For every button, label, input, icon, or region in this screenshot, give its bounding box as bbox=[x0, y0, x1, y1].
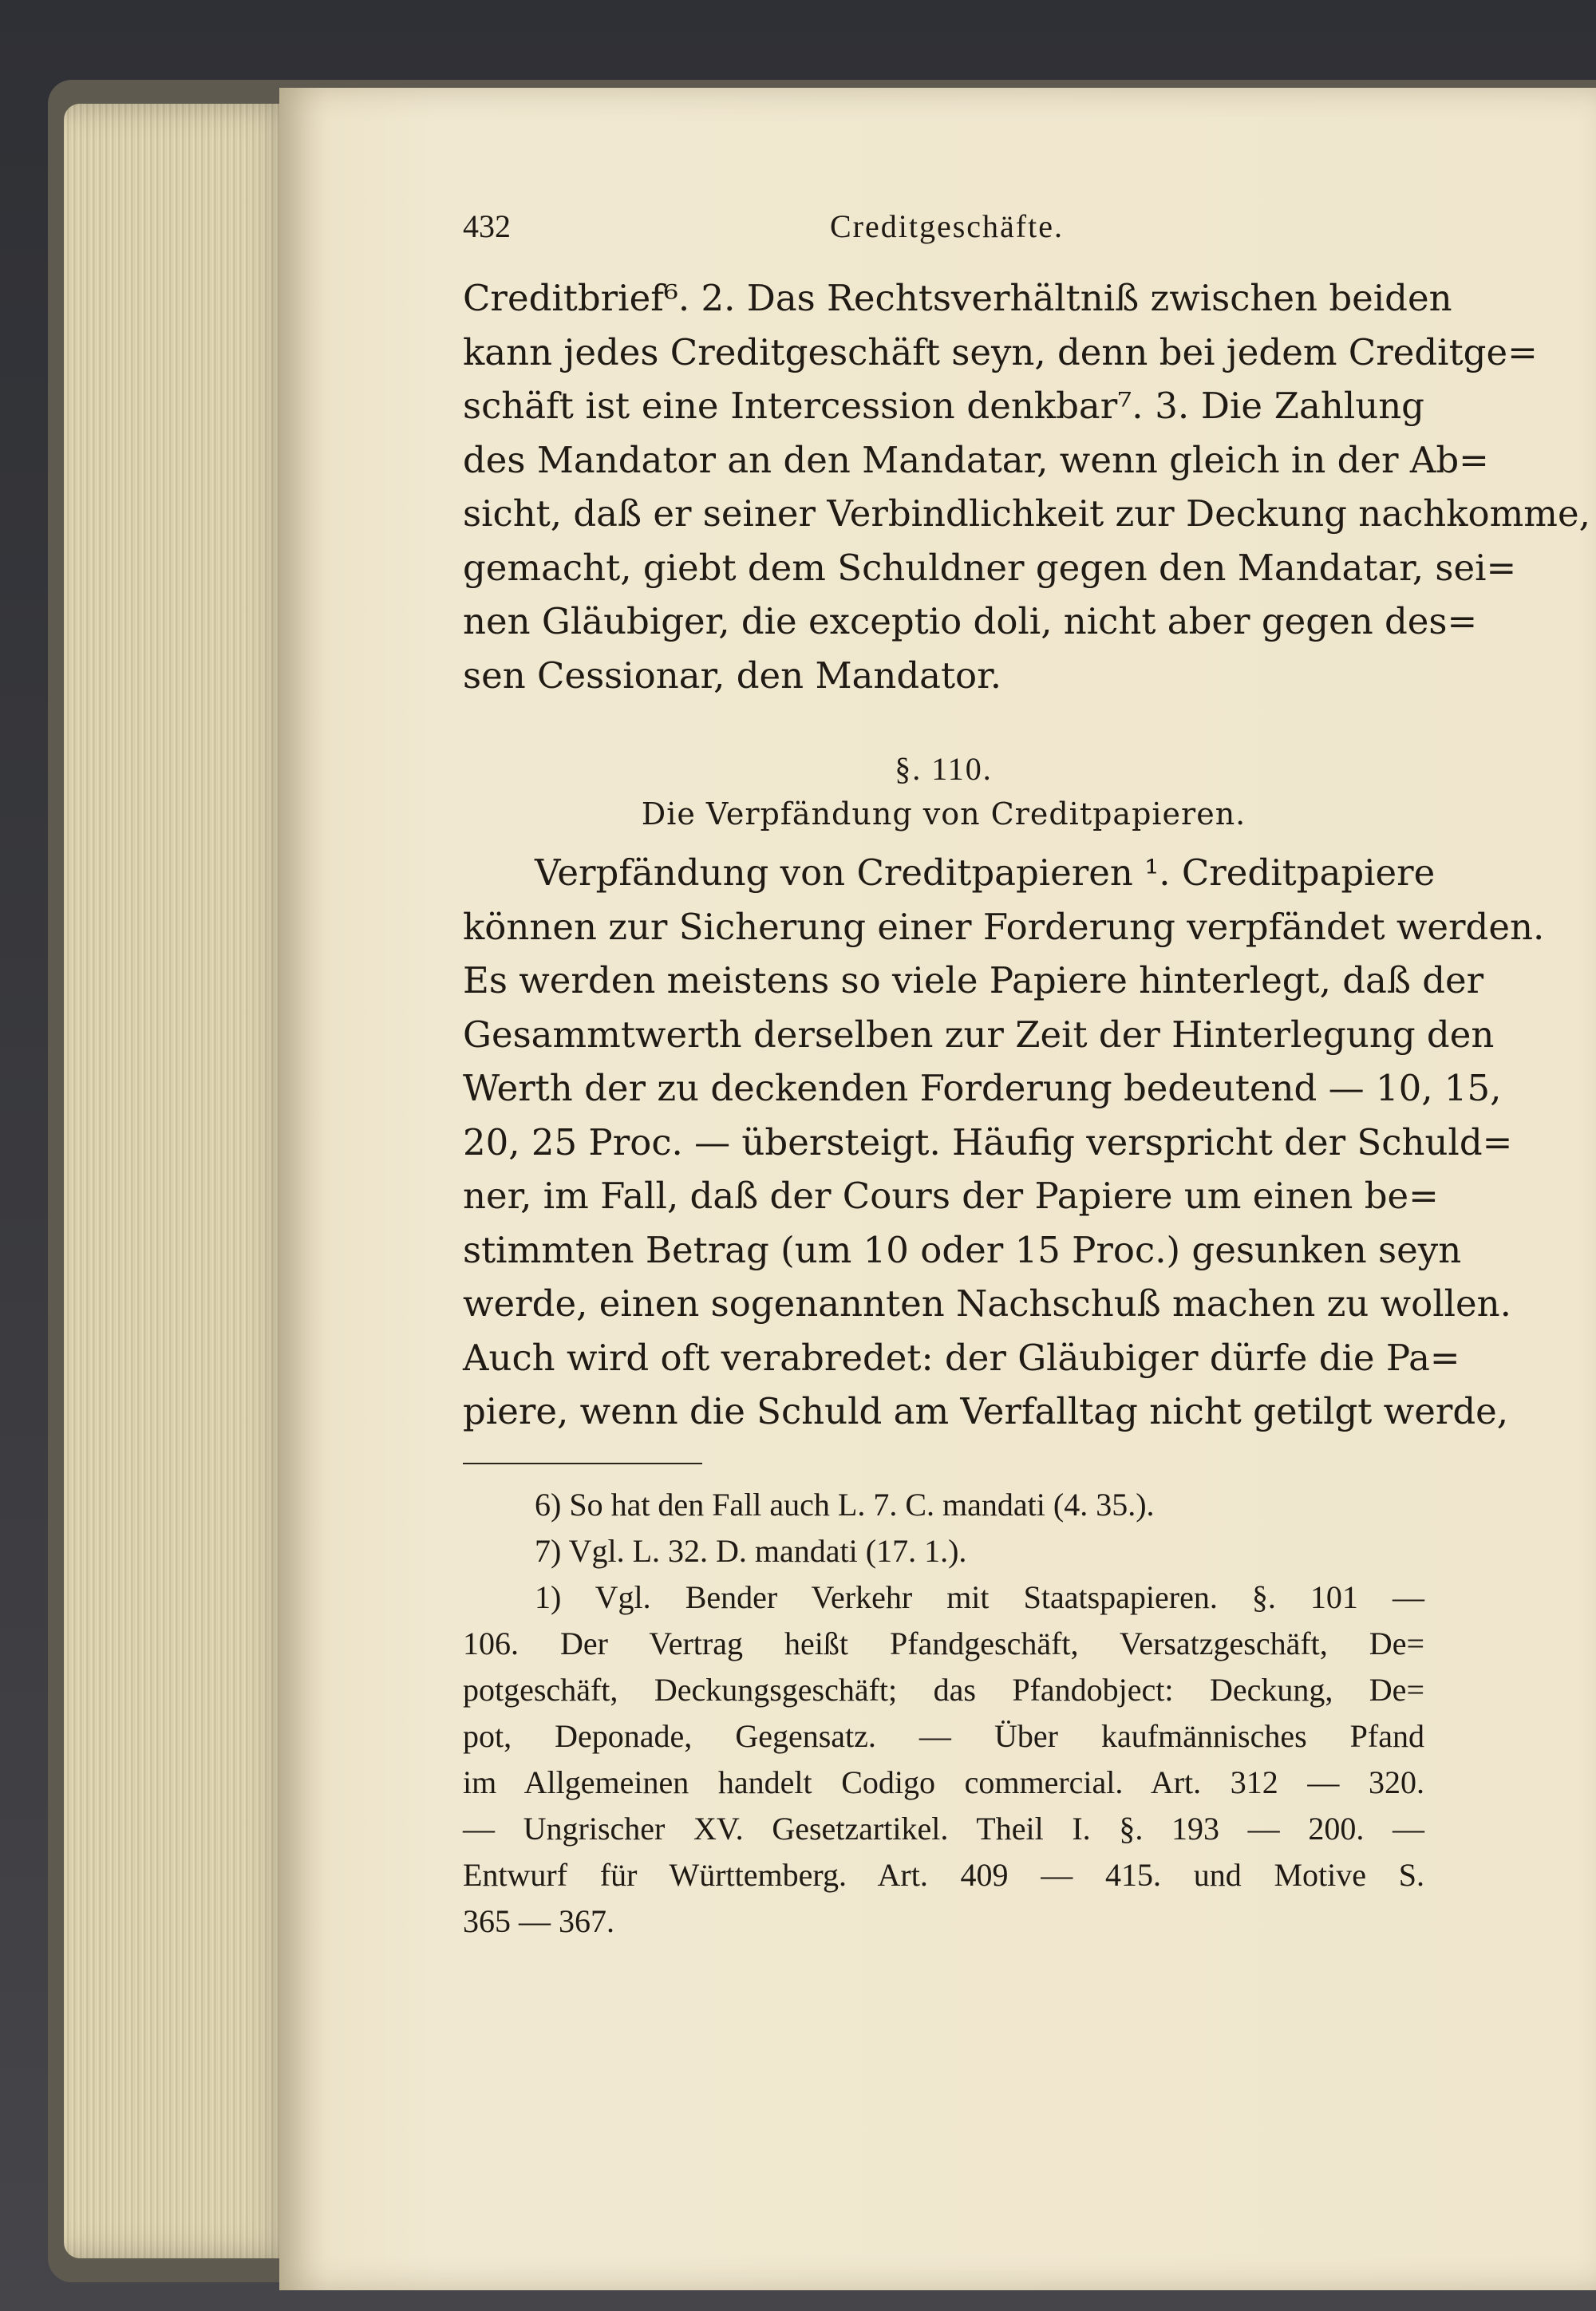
text-line: Werth der zu deckenden Forderung bedeutend — 10, 15, bbox=[463, 1067, 1502, 1109]
section-paragraph bbox=[463, 846, 1596, 1439]
text-line: Verpfändung von Creditpapieren ¹. Creditpapiere bbox=[535, 851, 1436, 894]
text-line: schäft ist eine Intercession denkbar⁷. 3. Die Zahlung bbox=[463, 385, 1424, 427]
text-line: werde, einen sogenannten Nachschuß machen zu wollen. bbox=[463, 1282, 1511, 1325]
section-title: Die Verpfändung von Creditpapieren. bbox=[641, 796, 1246, 832]
footnote-1-line: pot, Deponade, Gegensatz. — Über kaufmännisches Pfand bbox=[463, 1717, 1424, 1754]
footnote-1-line: 1) Vgl. Bender Verkehr mit Staatspapieren. §. 101 — bbox=[535, 1578, 1424, 1615]
footnote-6: 6) So hat den Fall auch L. 7. C. mandati (4. 35.). bbox=[535, 1486, 1155, 1523]
footnote-1-line: potgeschäft, Deckungsgeschäft; das Pfandobject: Deckung, De= bbox=[463, 1671, 1424, 1708]
text-line: stimmten Betrag (um 10 oder 15 Proc.) gesunken seyn bbox=[463, 1228, 1462, 1271]
text-line: 20, 25 Proc. — übersteigt. Häufig verspricht der Schuld= bbox=[463, 1120, 1513, 1163]
text-line: sen Cessionar, den Mandator. bbox=[463, 654, 1002, 697]
text-line: Es werden meistens so viele Papiere hinterlegt, daß der bbox=[463, 959, 1484, 1001]
section-number: §. 110. bbox=[895, 751, 993, 787]
running-head bbox=[463, 207, 1596, 271]
page-edges bbox=[64, 104, 303, 2258]
book-page bbox=[279, 88, 1596, 2290]
text-line: gemacht, giebt dem Schuldner gegen den Mandatar, sei= bbox=[463, 546, 1517, 589]
text-line: Auch wird oft verabredet: der Gläubiger dürfe die Pa= bbox=[463, 1336, 1460, 1379]
page-number: 432 bbox=[463, 208, 511, 244]
footnote-1-line: — Ungrischer XV. Gesetzartikel. Theil I. §. 193 — 200. — bbox=[463, 1810, 1424, 1847]
footnote-rule bbox=[463, 1463, 702, 1464]
text-line: des Mandator an den Mandatar, wenn gleich in der Ab= bbox=[463, 438, 1489, 481]
text-line: ner, im Fall, daß der Cours der Papiere um einen be= bbox=[463, 1175, 1439, 1217]
text-line: kann jedes Creditgeschäft seyn, denn bei jedem Creditge= bbox=[463, 330, 1538, 373]
text-line: können zur Sicherung einer Forderung verpfändet werden. bbox=[463, 905, 1545, 948]
footnote-1-line: 365 — 367. bbox=[463, 1902, 614, 1939]
footnote-1-line: Entwurf für Württemberg. Art. 409 — 415. und Motive S. bbox=[463, 1856, 1424, 1893]
text-line: sicht, daß er seiner Verbindlichkeit zur Deckung nachkomme, bbox=[463, 492, 1590, 535]
page-content bbox=[463, 207, 1596, 1945]
text-line: Creditbrief⁶. 2. Das Rechtsverhältniß zwischen beiden bbox=[463, 277, 1452, 319]
footnotes bbox=[463, 1482, 1596, 1945]
text-line: piere, wenn die Schuld am Verfalltag nicht getilgt werde, bbox=[463, 1390, 1509, 1432]
text-line: Gesammtwerth derselben zur Zeit der Hinterlegung den bbox=[463, 1013, 1495, 1056]
text-line: nen Gläubiger, die exceptio doli, nicht aber gegen des= bbox=[463, 600, 1478, 642]
body-paragraph bbox=[463, 271, 1596, 702]
running-title: Creditgeschäfte. bbox=[830, 208, 1064, 244]
footnote-1-line: im Allgemeinen handelt Codigo commercial. Art. 312 — 320. bbox=[463, 1764, 1424, 1800]
footnote-1-line: 106. Der Vertrag heißt Pfandgeschäft, Versatzgeschäft, De= bbox=[463, 1625, 1424, 1661]
footnote-7: 7) Vgl. L. 32. D. mandati (17. 1.). bbox=[535, 1532, 967, 1569]
